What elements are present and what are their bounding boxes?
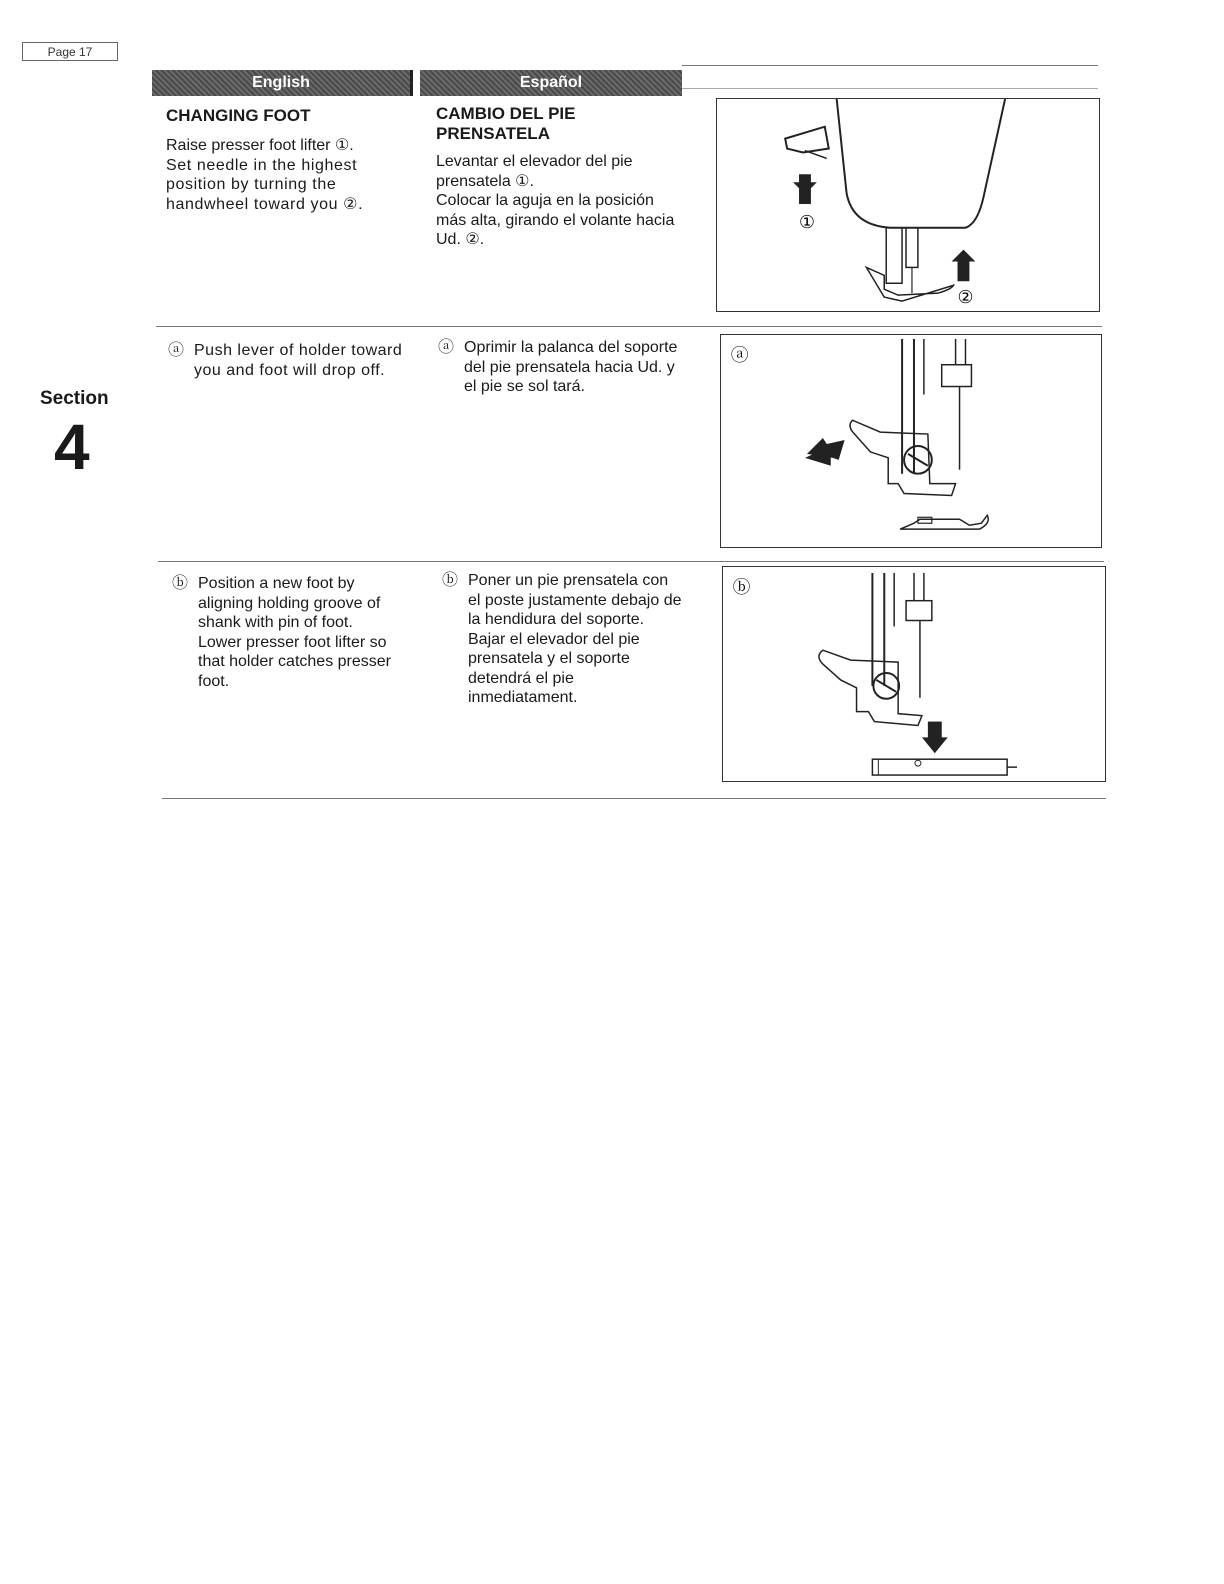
figure-step-b (722, 566, 1106, 782)
intro-english-line-2: Set needle in the highest position by turning the handwheel toward you ②. (166, 156, 364, 213)
step-a-spanish (438, 338, 680, 397)
step-b-english-marker: ⓑ (172, 575, 189, 592)
intro-english (166, 106, 408, 214)
spanish-header-label: Español (519, 74, 583, 91)
step-a-english-text: Push lever of holder toward you and foot will drop off. (194, 342, 403, 379)
step-b-english-line-2: Lower presser foot lifter so that holder catches presser foot. (198, 633, 391, 690)
step-a-english-marker: ⓐ (168, 342, 185, 359)
intro-spanish-title: CAMBIO DEL PIE PRENSATELA (436, 104, 576, 143)
step-a-spanish-text: Oprimir la palanca del soporte del pie prensatela hacia Ud. y el pie se sol tará. (464, 339, 678, 395)
header-rule (682, 65, 1098, 66)
step-b-english-line-1: Position a new foot by aligning holding groove of shank with pin of foot. (198, 575, 381, 631)
header-divider (410, 70, 420, 96)
figure-raise-lifter (716, 98, 1100, 312)
step-b-spanish-marker: ⓑ (442, 572, 459, 589)
divider-1 (156, 326, 1102, 327)
english-header (152, 70, 410, 96)
figure-callout-1: ① (798, 211, 815, 233)
attach-foot-illustration (723, 567, 1105, 781)
intro-spanish-line-2: Colocar la aguja en la posición más alta, girando el volante hacia Ud. ②. (436, 192, 675, 248)
step-a-english (168, 341, 410, 380)
figure-callout-2: ② (957, 287, 974, 309)
figure-a-label: ⓐ (730, 344, 749, 366)
section-label: Section (40, 388, 109, 409)
spanish-header (420, 70, 682, 96)
figure-step-a (720, 334, 1102, 548)
step-b-spanish-line-1: Poner un pie prensatela con el poste justamente debajo de la hendidura del soporte. (468, 572, 682, 628)
divider-3 (162, 798, 1106, 799)
step-b-english (172, 574, 412, 691)
intro-spanish (436, 104, 678, 250)
step-b-spanish-line-2: Bajar el elevador del pie prensatela y el soporte detendrá el pie inmediatament. (468, 630, 640, 706)
section-number: 4 (54, 411, 90, 483)
step-b-spanish (442, 571, 684, 708)
divider-2 (158, 561, 1104, 562)
intro-english-title: CHANGING FOOT (166, 106, 311, 125)
step-a-spanish-marker: ⓐ (438, 339, 455, 356)
english-header-label: English (252, 74, 310, 91)
header-rule-2 (682, 88, 1098, 89)
intro-spanish-line-1: Levantar el elevador del pie prensatela ①. (436, 153, 633, 190)
remove-foot-illustration (721, 335, 1101, 547)
intro-english-line-1: Raise presser foot lifter ①. (166, 137, 354, 154)
sewing-machine-head-illustration (717, 99, 1099, 311)
figure-b-label: ⓑ (732, 576, 751, 598)
page-number-label: Page 17 (22, 42, 118, 61)
